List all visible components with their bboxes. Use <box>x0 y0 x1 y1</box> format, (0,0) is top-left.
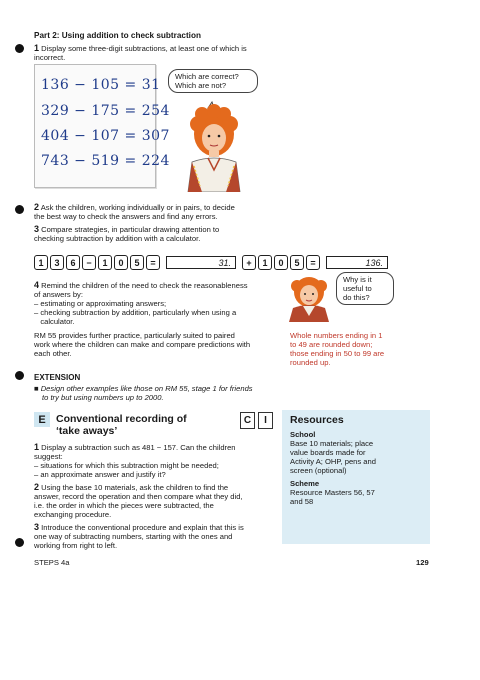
calculator-display: 31. <box>166 256 236 269</box>
step-text: suggest: <box>34 452 63 461</box>
organisation-badge-c: C <box>240 412 255 429</box>
resources-panel <box>282 410 430 544</box>
calculator-key: = <box>146 255 160 270</box>
step-text: – estimating or approximating answers; <box>34 299 167 308</box>
resources-text: and 58 <box>290 497 314 506</box>
step-text: Compare strategies, in particular drawing attention to <box>41 225 220 234</box>
extension-text: to try but using numbers up to 2000. <box>42 393 164 402</box>
calculator-key: 1 <box>258 255 272 270</box>
calculator-key: 5 <box>290 255 304 270</box>
e-step3 <box>34 523 244 532</box>
bubble-text: Which are not? <box>175 81 227 90</box>
resources-text: screen (optional) <box>290 466 347 475</box>
step-number: 1 <box>34 442 40 452</box>
step-text: Using the base 10 materials, ask the children to find the <box>41 483 229 492</box>
speech-bubble <box>336 272 394 305</box>
calculator-key: + <box>242 255 256 270</box>
step-number: 2 <box>34 482 40 492</box>
resources-scheme-heading: Scheme <box>290 479 320 488</box>
calculator-key: = <box>306 255 320 270</box>
step-text: Remind the children of the need to check the reasonableness <box>41 281 248 290</box>
extension-title: EXTENSION <box>34 373 81 382</box>
step-text: working from right to left. <box>34 541 118 550</box>
e-step2 <box>34 483 228 492</box>
resources-title: Resources <box>290 414 344 426</box>
step-text: of answers by: <box>34 290 83 299</box>
speech-bubble <box>168 69 258 93</box>
bubble-text: do this? <box>343 293 370 302</box>
step-text: – situations for which this subtraction might be needed; <box>34 461 219 470</box>
step-text: the best way to check the answers and find any errors. <box>34 212 218 221</box>
resources-text: value boards made for <box>290 448 366 457</box>
handwritten-sum: 136 − 105 = 31 <box>41 77 161 93</box>
e-step1 <box>34 443 236 452</box>
rounding-note: Whole numbers ending in 1 <box>290 331 383 340</box>
part-title: Part 2: Using addition to check subtraction <box>34 31 201 40</box>
step-text: exchanging procedure. <box>34 510 112 519</box>
calculator-key: − <box>82 255 96 270</box>
rounding-note: those ending in 50 to 99 are <box>290 349 385 358</box>
step-text: one way of subtracting numbers, starting with the ones and <box>34 532 233 541</box>
extension-text: ■ Design other examples like those on RM 55, stage 1 for friends <box>34 384 253 393</box>
step-text: – an approximate answer and justify it? <box>34 470 166 479</box>
resources-school-heading: School <box>290 430 316 439</box>
handwritten-sum: 404 − 107 = 307 <box>41 128 170 144</box>
step4 <box>34 281 248 290</box>
teacher-illustration <box>283 272 335 322</box>
calculator-key: 0 <box>114 255 128 270</box>
step-number: 3 <box>34 522 40 532</box>
step-text: incorrect. <box>34 53 66 62</box>
page-number: 129 <box>416 558 429 567</box>
calculator-key: 1 <box>98 255 112 270</box>
section-title: Conventional recording of <box>56 413 187 425</box>
step-number: 3 <box>34 224 40 234</box>
sums-board <box>34 64 170 188</box>
handwritten-sum: 329 − 175 = 254 <box>41 103 170 119</box>
resources-text: Activity A; OHP, pens and <box>290 457 376 466</box>
calculator-key: 0 <box>274 255 288 270</box>
organisation-badge-i: I <box>258 412 273 429</box>
rounding-note: to 49 are rounded down; <box>290 340 373 349</box>
calculator-key: 5 <box>130 255 144 270</box>
step-text: Introduce the conventional procedure and explain that this is <box>41 523 244 532</box>
step-text: i.e. the order in which the pieces were subtracted, the <box>34 501 214 510</box>
calculator-display: 136. <box>326 256 388 269</box>
margin-bullet <box>15 371 24 380</box>
rm55-text: each other. <box>34 349 72 358</box>
calculator-key: 3 <box>50 255 64 270</box>
footer-book-title: STEPS 4a <box>34 558 70 567</box>
resources-text: Resource Masters 56, 57 <box>290 488 375 497</box>
resources-text: Base 10 materials; place <box>290 439 374 448</box>
bubble-text: useful to <box>343 284 372 293</box>
rm55-text: RM 55 provides further practice, particularly suited to paired <box>34 331 235 340</box>
bubble-text: Why is it <box>343 275 372 284</box>
margin-bullet <box>15 205 24 214</box>
rounding-note: rounded up. <box>290 358 331 367</box>
teacher-illustration <box>178 100 250 192</box>
step-text: calculator. <box>34 317 75 326</box>
margin-bullet <box>15 44 24 53</box>
rm55-text: work where the children can make and compare predictions with <box>34 340 251 349</box>
section-title: ‘take aways’ <box>56 425 118 437</box>
step3 <box>34 225 219 234</box>
bubble-text: Which are correct? <box>175 72 239 81</box>
calculator-sequence <box>34 255 388 270</box>
calculator-key: 1 <box>34 255 48 270</box>
step-text: answer, record the operation and then compare what they did, <box>34 492 243 501</box>
step-text: – checking subtraction by addition, particularly when using a <box>34 308 237 317</box>
calculator-key: 6 <box>66 255 80 270</box>
margin-bullet <box>15 538 24 547</box>
step-text: Display some three-digit subtractions, at least one of which is <box>41 44 247 53</box>
step1 <box>34 44 247 53</box>
step2 <box>34 203 235 212</box>
section-letter: E <box>34 412 50 427</box>
step-text: checking subtraction by addition with a calculator. <box>34 234 201 243</box>
step-text: Display a subtraction such as 481 − 157. Can the children <box>41 443 236 452</box>
step-number: 1 <box>34 43 40 53</box>
handwritten-sum: 743 − 519 = 224 <box>41 153 170 169</box>
step-text: Ask the children, working individually or in pairs, to decide <box>40 203 235 212</box>
step-number: 4 <box>34 280 40 290</box>
step-number: 2 <box>34 202 40 212</box>
